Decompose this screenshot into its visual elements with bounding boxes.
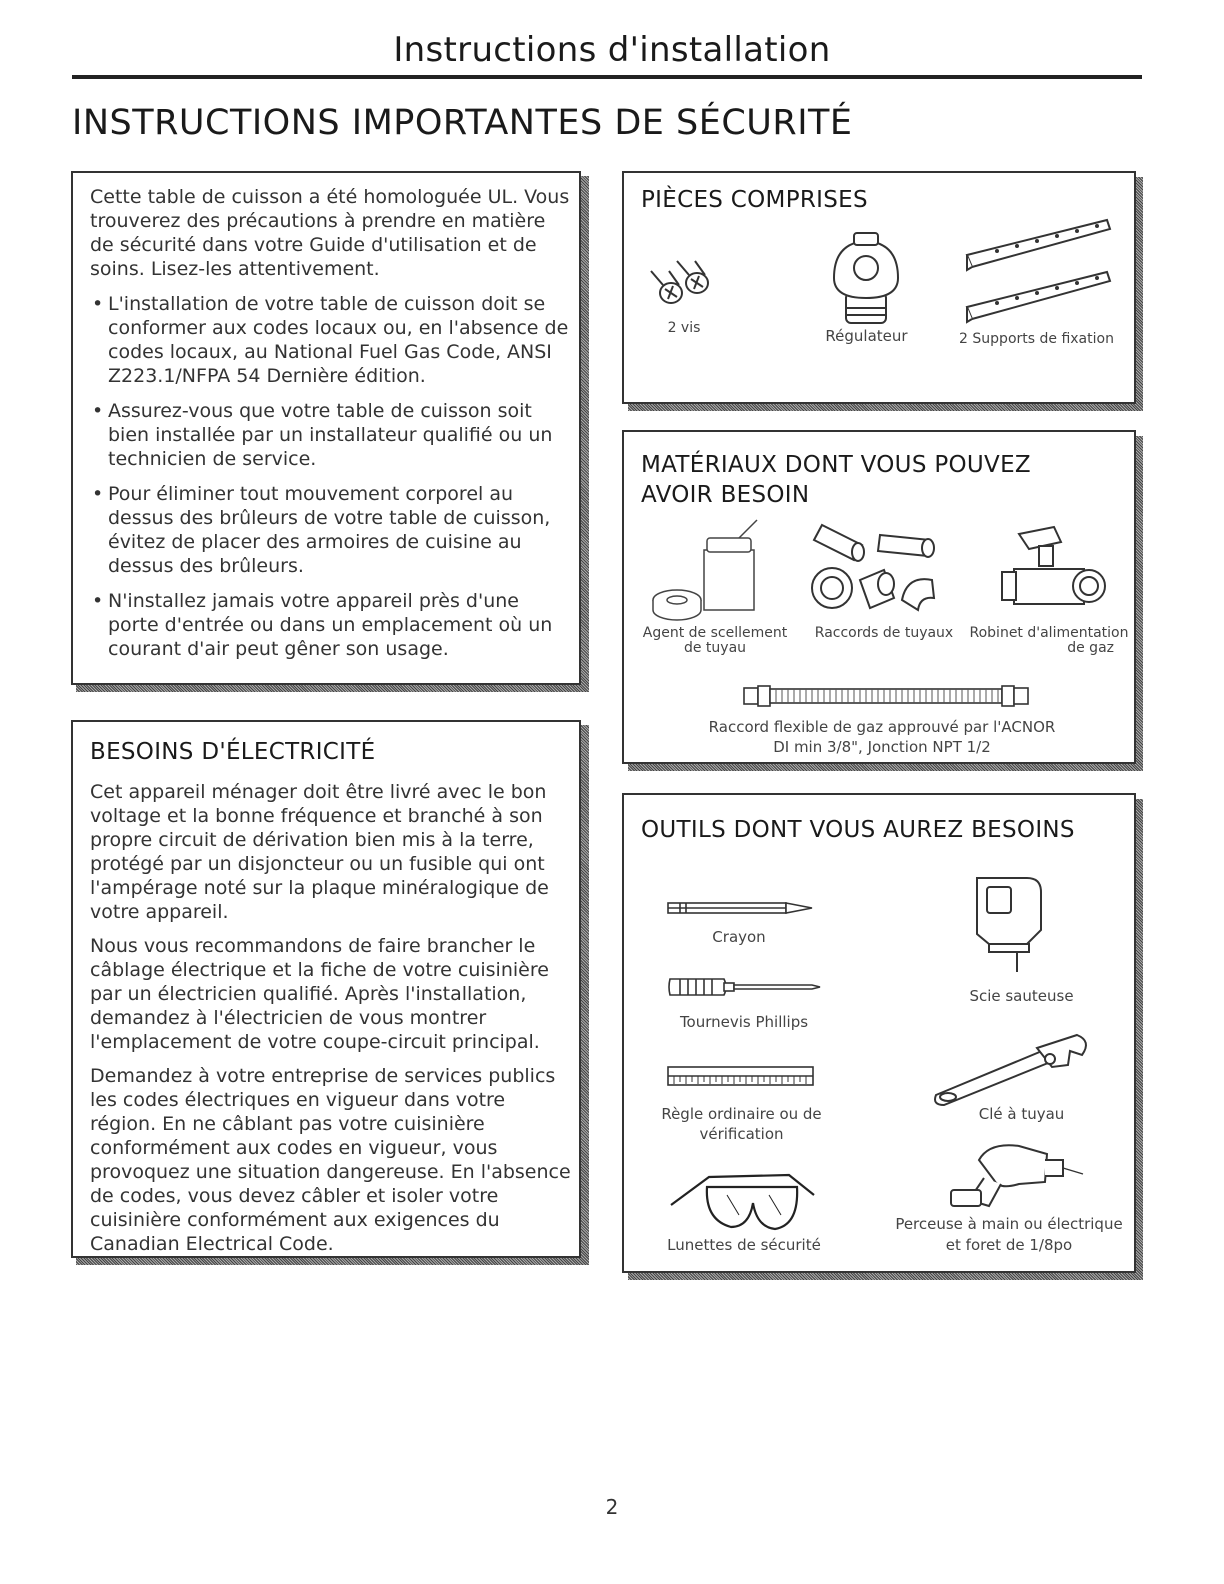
drill-caption-1: Perceuse à main ou électrique <box>895 1215 1123 1233</box>
electric-paragraph: Demandez à votre entreprise de services publics les codes électriques en vigueur dans votre région. En ne câblant pas votre cuisinière conformément aux codes en vigueur, vous provoquez une situation dangereuse. En l'absence de codes, vous devez câbler et isoler votre cuisinière conformément aux exigences du Canadian Electrical Code. <box>90 1065 571 1255</box>
parts-box <box>622 171 1136 404</box>
materials-box <box>622 430 1136 764</box>
materials-title-line1: MATÉRIAUX DONT VOUS POUVEZ <box>641 452 1031 478</box>
screwdriver-caption: Tournevis Phillips <box>679 1013 809 1031</box>
screws-caption: 2 vis <box>667 320 701 336</box>
safety-bullet: • N'installez jamais votre appareil près d'une porte d'entrée ou dans un emplacement où un courant d'air peut gêner son usage. <box>90 589 570 661</box>
gas-valve-icon <box>999 524 1109 619</box>
ruler-caption-1: Règle ordinaire ou de <box>661 1105 822 1123</box>
brackets-icon <box>962 215 1117 325</box>
pencil-caption: Crayon <box>712 928 766 946</box>
brackets-caption: 2 Supports de fixation <box>959 331 1114 347</box>
safety-box <box>71 171 581 685</box>
screwdriver-icon <box>666 975 826 999</box>
safety-bullet: • Assurez-vous que votre table de cuisson soit bien installée par un installateur qualifié ou un technicien de service. <box>90 399 570 471</box>
electric-paragraph: Nous vous recommandons de faire brancher le câblage électrique et la fiche de votre cuisinière par un électricien qualifié. Après l'installation, demandez à l'électricien de vous montrer l'emplacement de votre coupe-circuit principal. <box>90 935 549 1053</box>
electric-paragraph: Cet appareil ménager doit être livré avec le bon voltage et la bonne fréquence et branché à son propre circuit de dérivation bien mis à la terre, protégé par un disjoncteur ou un fusible qui ont l'ampérage noté sur la plaque minéralogique de votre appareil. <box>90 781 549 923</box>
tools-box <box>622 793 1136 1273</box>
valve-caption-2: de gaz <box>1067 640 1114 656</box>
header-title: Instructions d'installation <box>393 30 831 70</box>
page-title: INSTRUCTIONS IMPORTANTES DE SÉCURITÉ <box>72 103 853 143</box>
header-rule <box>72 75 1142 79</box>
flex-connector-icon <box>742 682 1032 710</box>
pipe-wrench-icon <box>932 1033 1092 1103</box>
electric-title: BESOINS D'ÉLECTRICITÉ <box>90 739 376 765</box>
materials-title-line2: AVOIR BESOIN <box>641 482 810 508</box>
pencil-icon <box>666 900 816 916</box>
ruler-caption-2: vérification <box>699 1125 784 1143</box>
tools-title: OUTILS DONT VOUS AUREZ BESOINS <box>641 817 1075 843</box>
flex-caption-2: DI min 3/8", Jonction NPT 1/2 <box>773 738 991 756</box>
safety-bullet-list <box>90 292 570 661</box>
drill-caption-2: et foret de 1/8po <box>945 1236 1073 1254</box>
safety-bullet: • Pour éliminer tout mouvement corporel au dessus des brûleurs de votre table de cuisson, évitez de placer des armoires de cuisine au dessus des brûleurs. <box>90 482 570 578</box>
jigsaw-icon <box>969 873 1064 973</box>
drill-icon <box>949 1140 1084 1210</box>
safety-intro: Cette table de cuisson a été homologuée UL. Vous trouverez des précautions à prendre en matière de sécurité dans votre Guide d'utilisation et de soins. Lisez-les attentivement. <box>90 186 570 280</box>
page-number: 2 <box>605 1495 619 1519</box>
safety-glasses-icon <box>669 1165 819 1237</box>
regulator-icon <box>824 233 909 328</box>
fittings-caption: Raccords de tuyaux <box>814 625 954 641</box>
regulator-caption: Régulateur <box>825 327 908 345</box>
sealant-caption-2: de tuyau <box>683 640 747 656</box>
flex-caption-1: Raccord flexible de gaz approuvé par l'ACNOR <box>708 718 1056 736</box>
parts-title: PIÈCES COMPRISES <box>641 187 868 213</box>
valve-caption-1: Robinet d'alimentation <box>969 625 1129 641</box>
electric-box <box>71 720 581 1258</box>
glasses-caption: Lunettes de sécurité <box>667 1236 821 1254</box>
pipe-fittings-icon <box>802 520 947 620</box>
sealant-caption-1: Agent de scellement <box>642 625 788 641</box>
safety-bullet: • L'installation de votre table de cuisson doit se conformer aux codes locaux ou, en l'absence de codes locaux, au National Fuel Gas Code, ANSI Z223.1/NFPA 54 Dernière édition. <box>90 292 570 388</box>
pipe-sealant-icon <box>649 520 769 615</box>
ruler-icon <box>666 1065 816 1087</box>
wrench-caption: Clé à tuyau <box>978 1105 1065 1123</box>
jigsaw-caption: Scie sauteuse <box>969 987 1074 1005</box>
screws-icon <box>649 255 729 310</box>
